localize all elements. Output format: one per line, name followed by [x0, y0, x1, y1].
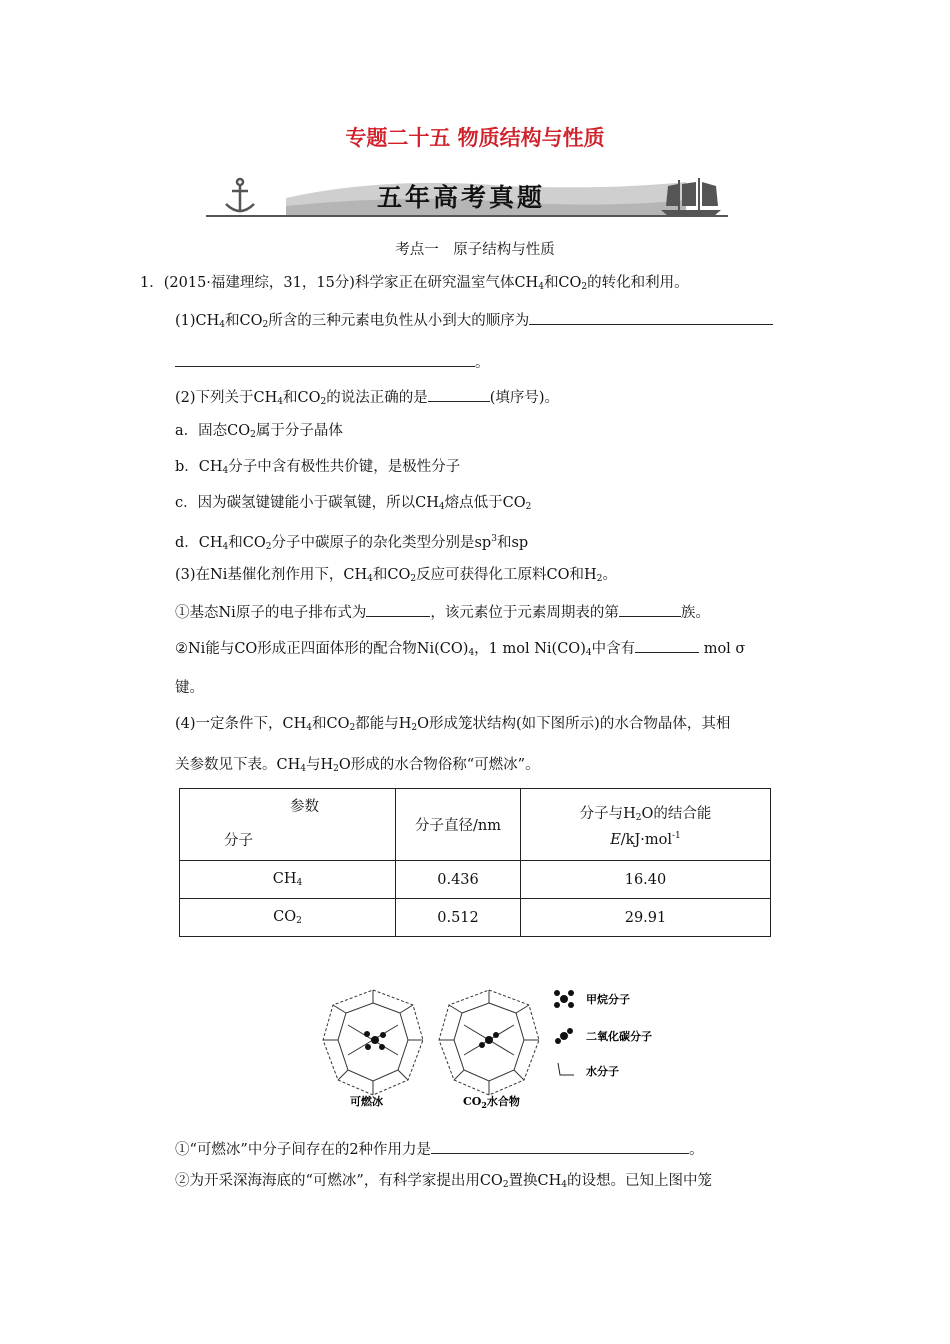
table-row — [180, 861, 771, 899]
answer-blank[interactable] — [619, 602, 681, 617]
banner-title: 五年高考真题 — [376, 183, 545, 212]
answer-blank[interactable] — [529, 310, 773, 325]
legend-water: 水分子 — [586, 1065, 619, 1078]
part-4: (4)一定条件下，$CH_4$和$CO_2$都能与$H_2O$形成笼状结构(如下图所示)的水合物晶体，其相 — [175, 716, 731, 733]
answer-blank[interactable] — [431, 1139, 689, 1154]
header-energy: 分子与$H_2O$的结合能 E/kJ·mol$^{-1}$ — [521, 789, 771, 861]
section-heading: 考点一 原子结构与性质 — [395, 242, 555, 258]
table-row — [180, 899, 771, 937]
option-c: c．因为碳氢键键能小于碳氧键，所以$CH_4$熔点低于$CO_2$ — [175, 495, 532, 512]
option-a: a．固态$CO_2$属于分子晶体 — [175, 423, 343, 440]
cell-diameter: 0.436 — [396, 861, 521, 899]
answer-blank[interactable] — [635, 638, 699, 653]
cell-molecule: $CO_2$ — [180, 899, 396, 937]
cell-energy: 16.40 — [521, 861, 771, 899]
table-corner-cell — [180, 789, 396, 861]
part-4-cont: 关参数见下表。$CH_4$与$H_2O$形成的水合物俗称“可燃冰”。 — [175, 757, 540, 774]
part-3-sub2: ②Ni能与CO形成正四面体形的配合物$Ni(CO)_4$，1 mol $Ni(CO)_4$中含有 mol σ — [175, 638, 745, 662]
table-header-row — [180, 789, 771, 861]
option-d: d．$CH_4$和$CO_2$分子中碳原子的杂化类型分别是$sp^3$和sp — [175, 534, 529, 552]
part-2: (2)下列关于$CH_4$和$CO_2$的说法正确的是 (填序号)。 — [175, 387, 559, 411]
part-3-sub1: ①基态Ni原子的电子排布式为 ，该元素位于元素周期表的第 族。 — [175, 602, 710, 622]
header-diameter: 分子直径/nm — [396, 789, 521, 861]
part-3-sub2-cont: 键。 — [175, 680, 204, 696]
answer-blank[interactable] — [366, 602, 430, 617]
legend-co2: 二氧化碳分子 — [586, 1030, 652, 1043]
cell-molecule: $CH_4$ — [180, 861, 396, 899]
header-param: 参数 — [290, 799, 319, 815]
part-1-cont: 。 — [175, 352, 490, 372]
legend-co2-icon — [555, 1028, 573, 1044]
part-4-sub1: ①“可燃冰”中分子间存在的2种作用力是 。 — [175, 1139, 704, 1159]
option-b: b．$CH_4$分子中含有极性共价键，是极性分子 — [175, 459, 461, 476]
co2-molecule-icon — [479, 1032, 499, 1048]
answer-blank[interactable] — [428, 387, 490, 402]
legend-methane: 甲烷分子 — [586, 993, 630, 1006]
caption-methane-hydrate: 可燃冰 — [350, 1095, 383, 1108]
part-3: (3)在Ni基催化剂作用下，$CH_4$和$CO_2$反应可获得化工原料CO和$H_2$。 — [175, 567, 617, 584]
question-stem: 1．(2015·福建理综，31，15分)科学家正在研究温室气体$CH_4$和$CO_2$的转化和利用。 — [140, 275, 689, 292]
legend-methane-icon — [554, 990, 574, 1008]
cage-structure-figure — [318, 985, 678, 1110]
answer-blank[interactable] — [175, 352, 475, 367]
methane-molecule-icon — [364, 1031, 386, 1050]
legend-water-icon — [558, 1063, 574, 1075]
cell-diameter: 0.512 — [396, 899, 521, 937]
part-4-sub2: ②为开采深海海底的“可燃冰”，有科学家提出用$CO_2$置换$CH_4$的设想。已知上图中笼 — [175, 1173, 713, 1190]
page-title: 专题二十五 物质结构与性质 — [345, 126, 605, 150]
header-molecule: 分子 — [224, 833, 253, 849]
part-1: $(1)CH_4$和$CO_2$所含的三种元素电负性从小到大的顺序为 — [175, 310, 773, 334]
caption-co2-hydrate: $CO_2$水合物 — [463, 1095, 520, 1110]
parameter-table — [179, 788, 771, 937]
cell-energy: 29.91 — [521, 899, 771, 937]
